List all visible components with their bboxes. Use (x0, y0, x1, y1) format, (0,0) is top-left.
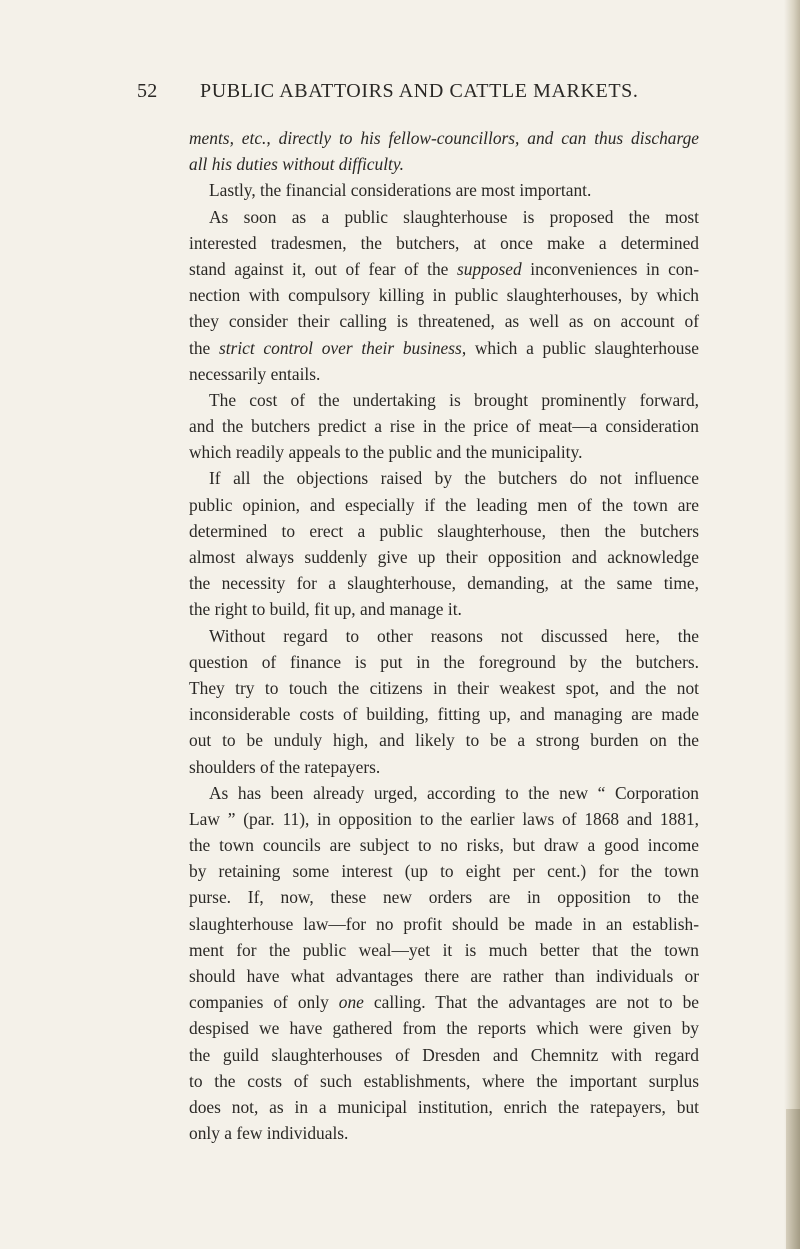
text-line (189, 596, 699, 622)
text-segment: They try to touch the citizens in their weakest spot, and the not (189, 677, 699, 698)
text-segment: inconveniences in con- (521, 258, 699, 279)
text-line (189, 754, 699, 780)
text-line (189, 387, 699, 413)
text-segment: , which a public slaughterhouse (461, 337, 699, 358)
text-segment: necessarily entails. (189, 363, 321, 384)
text-segment: slaughterhouse law—for no profit should be made in an establish- (189, 913, 699, 934)
text-line (189, 675, 699, 701)
text-segment: they consider their calling is threatened, as well as on account of (189, 311, 699, 332)
text-line (189, 335, 699, 361)
text-line (189, 989, 699, 1015)
text-segment: As has been already urged, according to the new “ Corporation (209, 782, 699, 803)
text-segment: by retaining some interest (up to eight per cent.) for the town (189, 861, 699, 882)
text-segment: purse. If, now, these new orders are in opposition to the (189, 887, 699, 908)
text-line (189, 177, 699, 203)
page-edge-shadow (784, 0, 800, 1249)
italic-text-segment: ments, etc., directly to his fellow-councillors, and can thus discharge (189, 128, 699, 148)
text-line (189, 282, 699, 308)
text-segment: Lastly, the financial considerations are most important. (209, 180, 592, 201)
text-segment: stand against it, out of fear of the (189, 258, 457, 279)
italic-text-segment: all his duties without difficulty. (189, 154, 404, 175)
text-segment: public opinion, and especially if the leading men of the town are (189, 494, 699, 515)
text-line (189, 361, 699, 387)
text-segment: the necessity for a slaughterhouse, demanding, at the same time, (189, 573, 699, 594)
text-line (189, 1042, 699, 1068)
text-line (189, 963, 699, 989)
text-segment: and the butchers predict a rise in the price of meat—a consideration (189, 416, 699, 437)
text-line (189, 465, 699, 491)
text-segment: calling. That the advantages are not to be (363, 992, 699, 1013)
body-text (189, 125, 699, 1146)
text-segment: the (189, 337, 219, 358)
text-segment: companies of only (189, 992, 339, 1013)
page-header (137, 80, 657, 110)
text-line (189, 884, 699, 910)
text-line (189, 570, 699, 596)
text-line (189, 256, 699, 282)
text-line (189, 1120, 699, 1146)
text-line (189, 492, 699, 518)
text-segment: should have what advantages there are rather than individuals or (189, 966, 699, 986)
text-segment: the guild slaughterhouses of Dresden and Chemnitz with regard (189, 1044, 699, 1065)
text-line (189, 230, 699, 256)
text-segment: does not, as in a municipal institution, enrich the ratepayers, but (189, 1096, 699, 1117)
text-segment: Law ” (par. 11), in opposition to the earlier laws of 1868 and 1881, (189, 808, 699, 829)
text-segment: only a few individuals. (189, 1123, 349, 1144)
text-segment: almost always suddenly give up their opposition and acknowledge (189, 547, 699, 567)
text-line (189, 911, 699, 937)
page-number: 52 (137, 80, 158, 102)
text-segment: the town councils are subject to no risks, but draw a good income (189, 835, 699, 856)
text-line (189, 308, 699, 334)
text-line (189, 1094, 699, 1120)
text-segment: inconsiderable costs of building, fitting up, and managing are made (189, 704, 699, 725)
page-edge-shadow-bottom (786, 1109, 800, 1249)
text-line (189, 806, 699, 832)
text-line (189, 727, 699, 753)
text-line (189, 1068, 699, 1094)
text-segment: interested tradesmen, the butchers, at once make a determined (189, 232, 699, 253)
text-segment: the right to build, fit up, and manage it. (189, 599, 462, 620)
text-line (189, 1015, 699, 1041)
running-title: PUBLIC ABATTOIRS AND CATTLE MARKETS. (200, 80, 639, 102)
text-line (189, 780, 699, 806)
text-segment: If all the objections raised by the butchers do not influence (209, 468, 699, 489)
text-line (189, 204, 699, 230)
text-segment: nection with compulsory killing in public slaughterhouses, by which (189, 285, 699, 306)
text-segment: ment for the public weal—yet it is much better that the town (189, 939, 699, 960)
text-segment: despised we have gathered from the reports which were given by (189, 1018, 699, 1039)
text-line (189, 701, 699, 727)
text-segment: out to be unduly high, and likely to be a strong burden on the (189, 730, 699, 751)
text-line (189, 151, 699, 177)
italic-text-segment: strict control over their business (218, 337, 462, 358)
text-line (189, 832, 699, 858)
text-line (189, 649, 699, 675)
text-line (189, 518, 699, 544)
text-segment: which readily appeals to the public and the municipality. (189, 442, 583, 463)
text-line (189, 125, 699, 151)
text-segment: The cost of the undertaking is brought prominently forward, (209, 389, 699, 410)
text-line (189, 623, 699, 649)
text-line (189, 937, 699, 963)
text-segment: determined to erect a public slaughterhouse, then the butchers (189, 520, 699, 541)
text-segment: question of finance is put in the foreground by the butchers. (189, 651, 699, 672)
text-segment: to the costs of such establishments, where the important surplus (189, 1070, 699, 1091)
text-segment: shoulders of the ratepayers. (189, 756, 381, 777)
italic-text-segment: supposed (456, 258, 522, 279)
text-line (189, 413, 699, 439)
text-segment: Without regard to other reasons not discussed here, the (209, 625, 699, 646)
italic-text-segment: one (338, 992, 364, 1013)
text-line (189, 439, 699, 465)
text-line (189, 544, 699, 570)
text-line (189, 858, 699, 884)
text-segment: As soon as a public slaughterhouse is proposed the most (209, 206, 699, 227)
